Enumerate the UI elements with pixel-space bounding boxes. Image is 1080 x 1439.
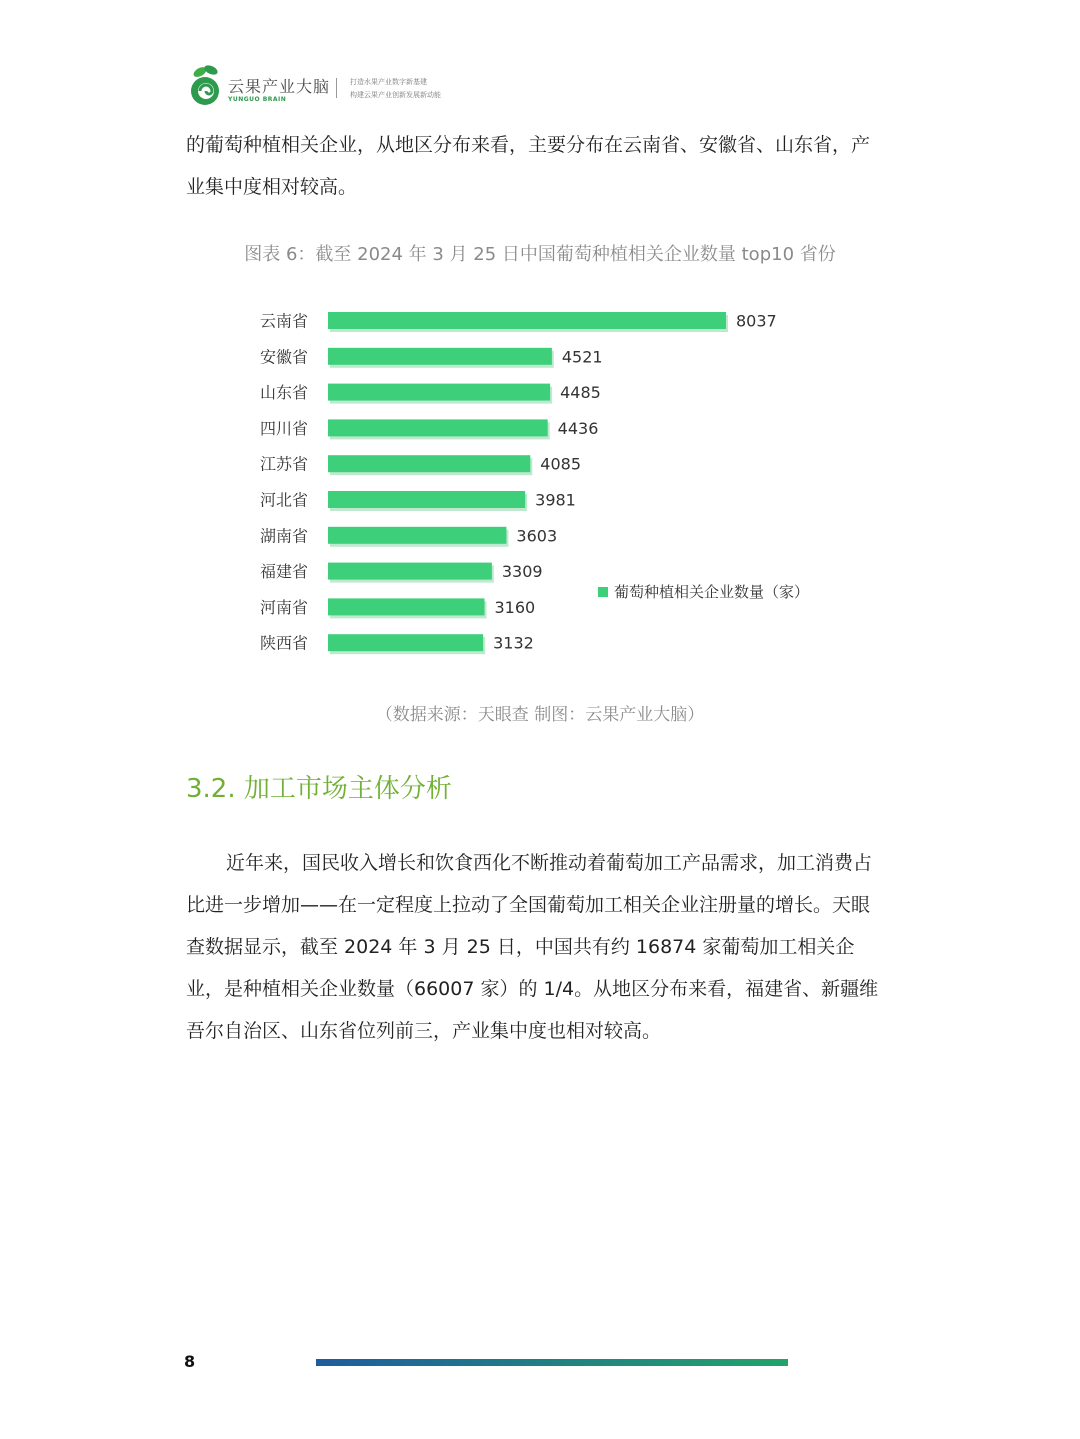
value-label: 4485 (560, 383, 601, 403)
value-label: 3160 (494, 597, 536, 617)
category-label: 山东省 (259, 383, 308, 403)
category-label: 四川省 (259, 418, 308, 438)
bar (328, 348, 552, 365)
bar (328, 419, 548, 436)
section-title: 3.2. 加工市场主体分析 (186, 774, 452, 804)
footer-bar (316, 1359, 788, 1366)
value-label: 3132 (493, 633, 534, 653)
legend-swatch (598, 587, 608, 597)
bar-chart (240, 296, 860, 676)
value-label: 3603 (516, 526, 558, 546)
legend-label: 葡萄种植相关企业数量（家） (614, 583, 810, 601)
chart-caption: 图表 6：截至 2024 年 3 月 25 日中国葡萄种植相关企业数量 top10 省份 (244, 244, 836, 265)
bar (328, 491, 525, 508)
category-label: 湖南省 (259, 526, 308, 546)
value-label: 4521 (561, 347, 603, 367)
value-label: 4085 (540, 454, 582, 474)
category-label: 河南省 (259, 597, 308, 617)
category-label: 江苏省 (259, 454, 308, 474)
brand-name: 云果产业大脑 (228, 77, 331, 96)
bar (328, 312, 726, 329)
bar (328, 598, 484, 615)
value-label: 3309 (501, 562, 543, 582)
value-label: 8037 (736, 311, 777, 331)
category-label: 陕西省 (259, 633, 308, 653)
page-header (188, 64, 508, 112)
bar (328, 527, 506, 544)
bar (328, 563, 492, 580)
slogan-line-1: 打造水果产业数字新基建 (350, 78, 427, 86)
bar (328, 384, 550, 401)
category-label: 河北省 (259, 490, 308, 510)
value-label: 3981 (535, 490, 576, 510)
slogan-line-2: 构建云果产业创新发展新动能 (350, 91, 441, 99)
bar (328, 634, 483, 651)
paragraph-analysis: 近年来，国民收入增长和饮食西化不断推动着葡萄加工产品需求，加工消费占比进一步增加——在一定程度上拉动了全国葡萄加工相关企业注册量的增长。天眼查数据显示，截至 2024 年 3 月 25 日，中国共有约 16874 家葡萄加工相关企业，是种植相关企业数量（66007 家）的 1/4。从地区分布来看，福建省、新疆维吾尔自治区、山东省位列前三，产业集中度也相对较高。 (186, 852, 879, 1042)
category-label: 福建省 (259, 562, 308, 582)
brand-subtitle: YUNGUO BRAIN (228, 96, 287, 103)
value-label: 4436 (557, 418, 599, 438)
category-label: 安徽省 (259, 347, 308, 367)
page-number: 8 (184, 1352, 196, 1371)
logo-icon (188, 64, 224, 108)
source-note: （数据来源：天眼查 制图：云果产业大脑） (375, 705, 705, 725)
bar (328, 455, 530, 472)
header-divider (336, 78, 337, 98)
paragraph-intro: 的葡萄种植相关企业，从地区分布来看，主要分布在云南省、安徽省、山东省，产业集中度相对较高。 (186, 134, 871, 198)
category-label: 云南省 (259, 311, 308, 331)
